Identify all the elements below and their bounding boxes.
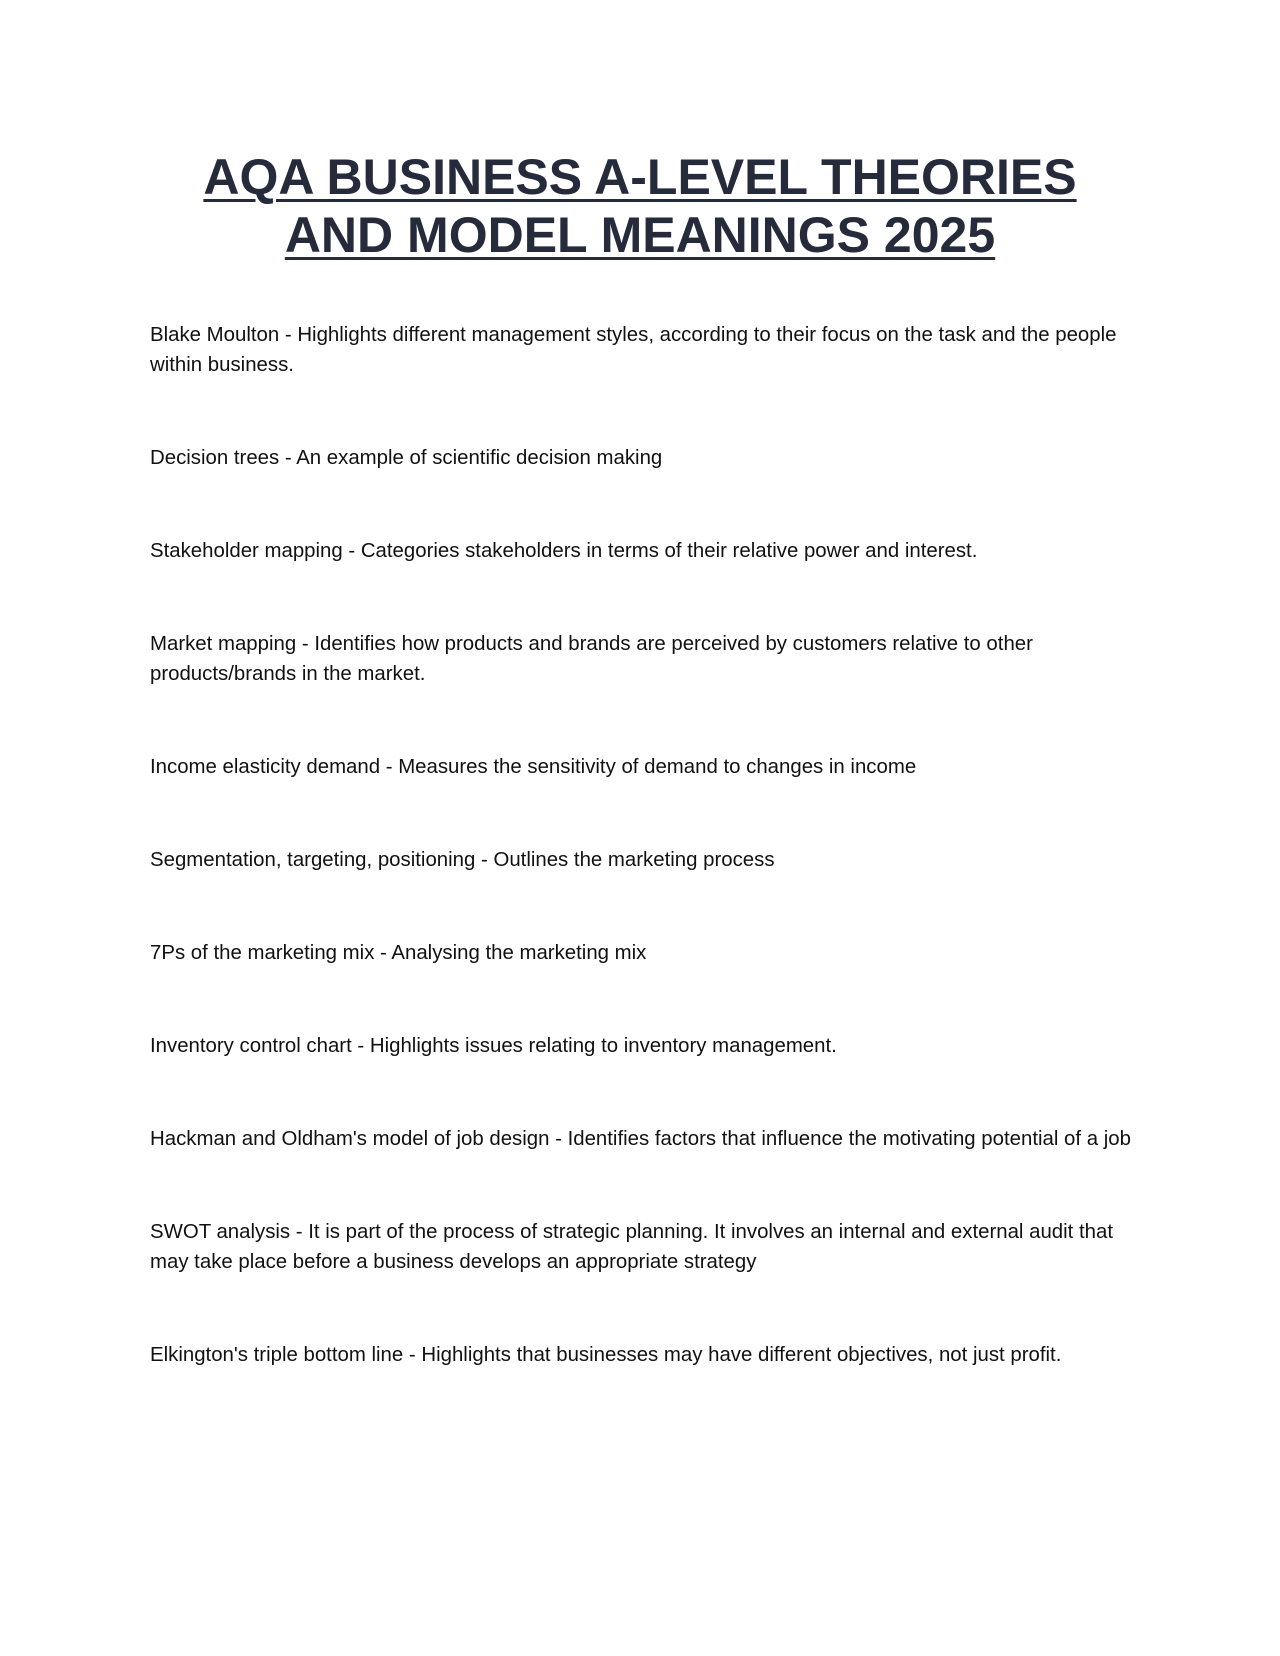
definition-entry: Segmentation, targeting, positioning - Outlines the marketing process (150, 849, 775, 871)
definition-entry: Hackman and Oldham's model of job design - Identifies factors that influence the motivating potential of a job (150, 1128, 1131, 1150)
definition-entry: SWOT analysis - It is part of the process of strategic planning. It involves an internal and external audit that may take place before a business develops an appropriate strategy (150, 1221, 1114, 1273)
definition-entry: 7Ps of the marketing mix - Analysing the marketing mix (150, 942, 647, 964)
document-title (150, 148, 1130, 264)
definition-entry: Blake Moulton - Highlights different management styles, according to their focus on the task and the people within business. (150, 324, 1117, 376)
definition-entry: Decision trees - An example of scientific decision making (150, 447, 663, 469)
definition-entry: Inventory control chart - Highlights issues relating to inventory management. (150, 1035, 837, 1057)
definition-entry: Income elasticity demand - Measures the sensitivity of demand to changes in income (150, 756, 917, 778)
document-title-line-1: AQA BUSINESS A-LEVEL THEORIES (203, 149, 1077, 205)
definition-entry: Stakeholder mapping - Categories stakeholders in terms of their relative power and interest. (150, 540, 978, 562)
definition-list (150, 320, 1140, 1433)
definition-entry: Market mapping - Identifies how products and brands are perceived by customers relative to other products/brands in the market. (150, 633, 1033, 685)
document-title-line-2: AND MODEL MEANINGS 2025 (284, 207, 996, 263)
definition-entry: Elkington's triple bottom line - Highlights that businesses may have different objectives, not just profit. (150, 1344, 1062, 1366)
